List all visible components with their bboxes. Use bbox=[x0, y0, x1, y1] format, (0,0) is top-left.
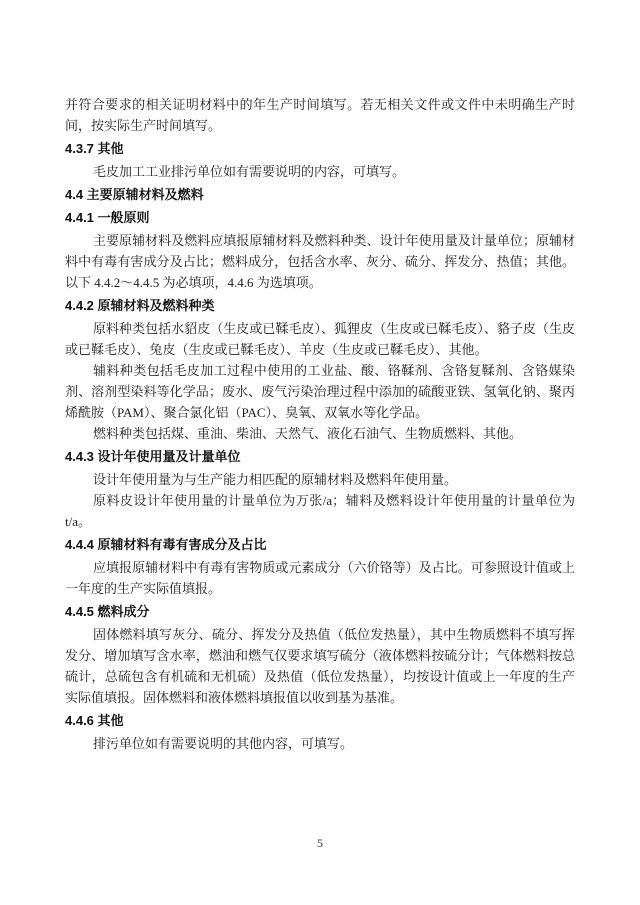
section-heading: 4.4.3 设计年使用量及计量单位 bbox=[65, 449, 241, 464]
section-heading: 4.4 主要原辅材料及燃料 bbox=[65, 187, 204, 202]
body-paragraph: 固体燃料填写灰分、硫分、挥发分及热值（低位发热量），其中生物质燃料不填写挥发分、增加填写含水率，燃油和燃气仅要求填写硫分（液体燃料按硫分计；气体燃料按总硫计，总硫包含有机硫和无机硫）及热值（低位发热量），均按设计值或上一年度的生产实际值填报。固体燃料和液体燃料填报值以收到基为基准。 bbox=[65, 627, 575, 705]
body-paragraph: 主要原辅材料及燃料应填报原辅材料及燃料种类、设计年使用量及计量单位；原辅材料中有毒有害成分及占比；燃料成分，包括含水率、灰分、硫分、挥发分、热值；其他。以下 4.4.2～4.4.5 为必填项，4.4.6 为选填项。 bbox=[65, 233, 575, 290]
section-heading: 4.4.5 燃料成分 bbox=[65, 604, 150, 619]
body-paragraph: 并符合要求的相关证明材料中的年生产时间填写。若无相关文件或文件中未明确生产时间，按实际生产时间填写。 bbox=[65, 97, 575, 133]
body-paragraph: 应填报原辅材料中有毒有害物质或元素成分（六价铬等）及占比。可参照设计值或上一年度的生产实际值填报。 bbox=[65, 560, 575, 596]
body-paragraph: 原料种类包括水貂皮（生皮或已鞣毛皮）、狐狸皮（生皮或已鞣毛皮）、貉子皮（生皮或已鞣毛皮）、兔皮（生皮或已鞣毛皮）、羊皮（生皮或已鞣毛皮）、其他。 bbox=[65, 321, 575, 357]
body-paragraph: 排污单位如有需要说明的其他内容，可填写。 bbox=[93, 736, 354, 751]
section-heading: 4.3.7 其他 bbox=[65, 141, 124, 156]
section-heading: 4.4.4 原辅材料有毒有害成分及占比 bbox=[65, 537, 267, 552]
section-heading: 4.4.1 一般原则 bbox=[65, 210, 150, 225]
body-paragraph: 设计年使用量为与生产能力相匹配的原辅材料及燃料年使用量。 bbox=[93, 472, 458, 487]
section-heading: 4.4.2 原辅材料及燃料种类 bbox=[65, 298, 215, 313]
body-paragraph: 辅料种类包括毛皮加工过程中使用的工业盐、酸、铬鞣剂、含铬复鞣剂、含铬媒染剂、溶剂型染料等化学品；废水、废气污染治理过程中添加的硫酸亚铁、氢氧化钠、聚丙烯酰胺（PAM）、聚合氯化铝（PAC）、臭氧、双氧水等化学品。 bbox=[65, 363, 575, 420]
document-body bbox=[65, 94, 575, 754]
body-paragraph: 毛皮加工工业排污单位如有需要说明的内容，可填写。 bbox=[93, 164, 406, 179]
body-paragraph: 原料皮设计年使用量的计量单位为万张/a；辅料及燃料设计年使用量的计量单位为 t/a。 bbox=[65, 493, 575, 529]
page-number: 5 bbox=[317, 836, 323, 850]
section-heading: 4.4.6 其他 bbox=[65, 713, 124, 728]
body-paragraph: 燃料种类包括煤、重油、柴油、天然气、液化石油气、生物质燃料、其他。 bbox=[93, 426, 523, 441]
